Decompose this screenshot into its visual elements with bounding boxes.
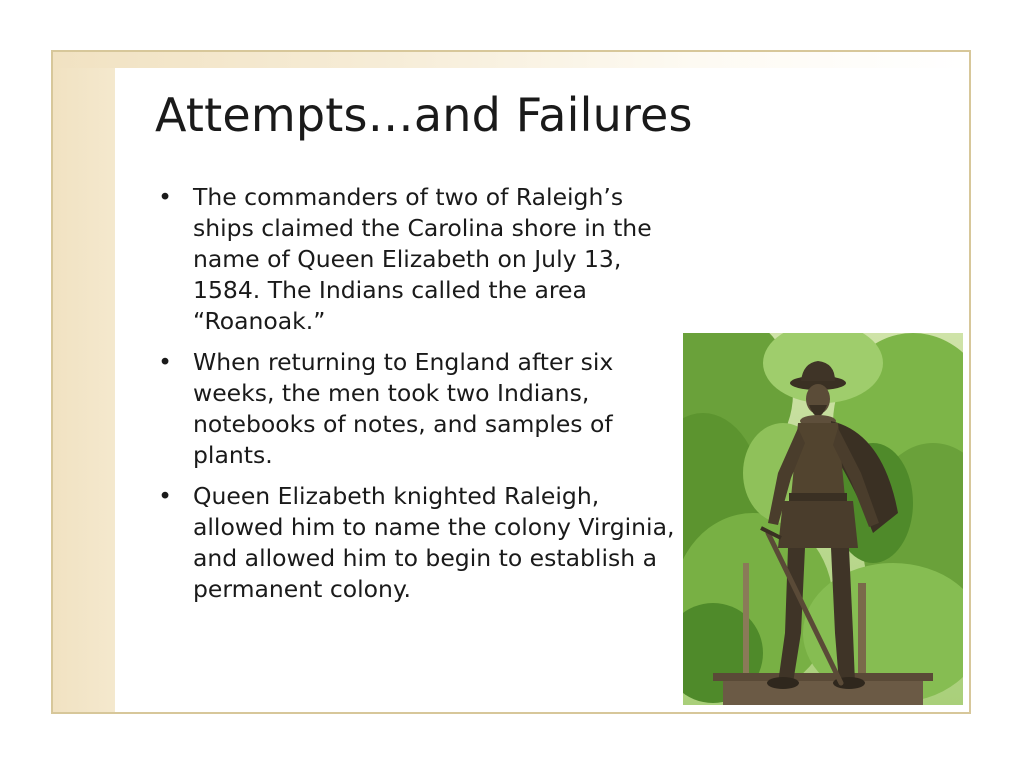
slide-title: Attempts…and Failures: [155, 88, 693, 142]
bullet-item: [155, 481, 680, 605]
bullet-text: When returning to England after six weeks, the men took two Indians, notebooks of notes, and samples of plants.: [193, 348, 614, 469]
bullet-glyph: •: [158, 183, 172, 211]
statue-pedestal: [723, 678, 923, 705]
statue-illustration: [683, 333, 963, 705]
tree-trunk: [858, 583, 866, 683]
bullet-text: Queen Elizabeth knighted Raleigh, allowed him to name the colony Virginia, and allowed him to begin to establish a permanent colony.: [193, 482, 675, 603]
bullet-text: The commanders of two of Raleigh’s ships claimed the Carolina shore in the name of Queen Elizabeth on July 13, 1584. The Indians called the area “Roanoak.”: [193, 183, 652, 335]
bullet-item: [155, 182, 680, 337]
bullet-glyph: •: [158, 482, 172, 510]
bullet-glyph: •: [158, 348, 172, 376]
bullet-item: [155, 347, 680, 471]
decorative-top-band: [53, 52, 969, 68]
tree-trunk: [743, 563, 749, 683]
statue-photo: [683, 333, 963, 705]
bullet-list: [155, 182, 680, 615]
